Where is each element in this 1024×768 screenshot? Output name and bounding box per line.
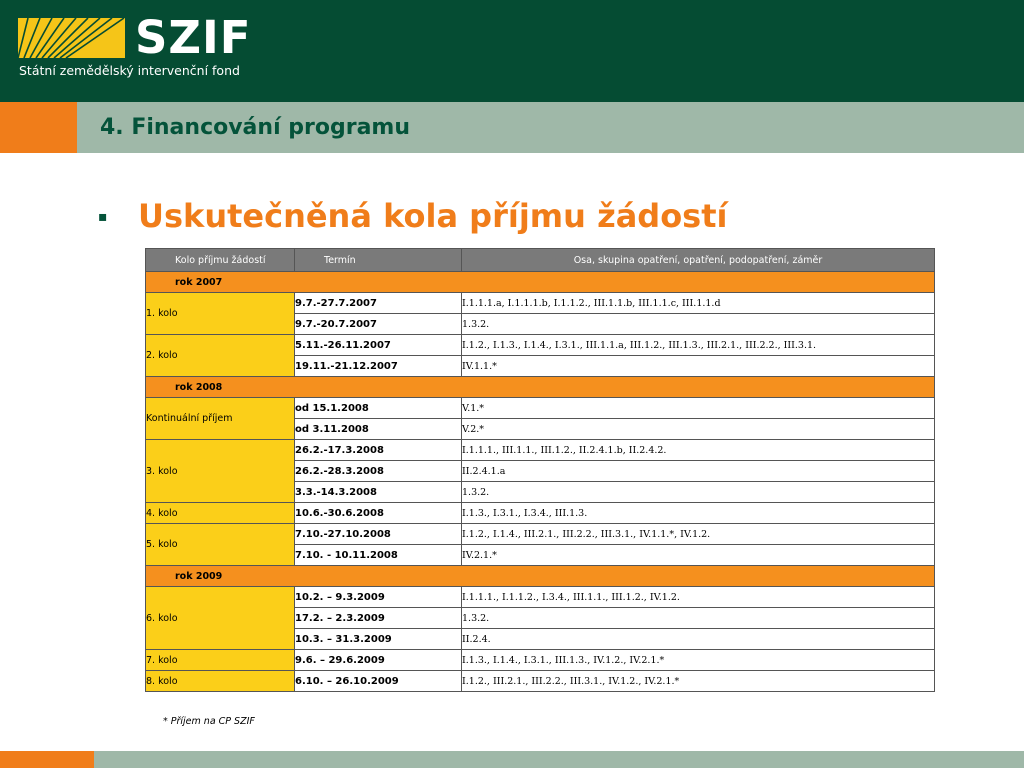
date-cell: 26.2.-28.3.2008 <box>295 461 462 482</box>
measures-cell: I.1.2., I.1.3., I.1.4., I.3.1., III.1.1.a, III.1.2., III.1.3., III.2.1., III.2.2., III.3.1. <box>462 335 935 356</box>
year-row <box>146 272 935 293</box>
date-cell: 5.11.-26.11.2007 <box>295 335 462 356</box>
date-cell: 19.11.-21.12.2007 <box>295 356 462 377</box>
table-row <box>146 335 935 356</box>
footer-accent <box>0 751 94 768</box>
date-cell: od 3.11.2008 <box>295 419 462 440</box>
date-cell: od 15.1.2008 <box>295 398 462 419</box>
date-cell: 7.10.-27.10.2008 <box>295 524 462 545</box>
measures-cell: 1.3.2. <box>462 608 935 629</box>
year-label: rok 2008 <box>146 377 935 398</box>
logo-subtitle: Státní zemědělský intervenční fond <box>19 63 240 78</box>
table-row <box>146 671 935 692</box>
table-row <box>146 503 935 524</box>
header-band <box>0 0 1024 102</box>
column-header-round: Kolo příjmu žádostí <box>146 249 295 272</box>
measures-cell: I.1.3., I.3.1., I.3.4., III.1.3. <box>462 503 935 524</box>
table-header-row <box>146 249 935 272</box>
round-cell: 4. kolo <box>146 503 295 524</box>
date-cell: 9.7.-20.7.2007 <box>295 314 462 335</box>
date-cell: 10.3. – 31.3.2009 <box>295 629 462 650</box>
table-row <box>146 440 935 461</box>
round-cell: Kontinuální příjem <box>146 398 295 440</box>
section-title: 4. Financování programu <box>100 115 411 140</box>
round-cell: 6. kolo <box>146 587 295 650</box>
measures-cell: II.2.4.1.a <box>462 461 935 482</box>
round-cell: 5. kolo <box>146 524 295 566</box>
bullet-marker: ▪ <box>98 209 108 225</box>
table-row <box>146 587 935 608</box>
measures-cell: I.1.2., I.1.4., III.2.1., III.2.2., III.3.1., IV.1.1.*, IV.1.2. <box>462 524 935 545</box>
measures-cell: I.1.1.1., I.1.1.2., I.3.4., III.1.1., III.1.2., IV.1.2. <box>462 587 935 608</box>
year-row <box>146 566 935 587</box>
round-cell: 8. kolo <box>146 671 295 692</box>
measures-cell: II.2.4. <box>462 629 935 650</box>
date-cell: 6.10. – 26.10.2009 <box>295 671 462 692</box>
measures-cell: V.2.* <box>462 419 935 440</box>
date-cell: 26.2.-17.3.2008 <box>295 440 462 461</box>
slide-heading: Uskutečněná kola příjmu žádostí <box>138 197 728 235</box>
measures-cell: I.1.1.1., III.1.1., III.1.2., II.2.4.1.b, II.2.4.2. <box>462 440 935 461</box>
measures-cell: IV.2.1.* <box>462 545 935 566</box>
date-cell: 3.3.-14.3.2008 <box>295 482 462 503</box>
table-row <box>146 524 935 545</box>
round-cell: 2. kolo <box>146 335 295 377</box>
measures-cell: I.1.1.1.a, I.1.1.1.b, I.1.1.2., III.1.1.b, III.1.1.c, III.1.1.d <box>462 293 935 314</box>
round-cell: 7. kolo <box>146 650 295 671</box>
date-cell: 10.6.-30.6.2008 <box>295 503 462 524</box>
round-cell: 1. kolo <box>146 293 295 335</box>
year-label: rok 2007 <box>146 272 935 293</box>
measures-cell: I.1.2., III.2.1., III.2.2., III.3.1., IV.1.2., IV.2.1.* <box>462 671 935 692</box>
rounds-table <box>145 248 935 692</box>
szif-logo-icon <box>18 18 125 58</box>
round-cell: 3. kolo <box>146 440 295 503</box>
date-cell: 10.2. – 9.3.2009 <box>295 587 462 608</box>
table-row <box>146 293 935 314</box>
table-row <box>146 398 935 419</box>
measures-cell: 1.3.2. <box>462 482 935 503</box>
footer-bar <box>0 751 1024 768</box>
table-row <box>146 650 935 671</box>
column-header-measures: Osa, skupina opatření, opatření, podopatření, záměr <box>462 249 935 272</box>
date-cell: 9.6. – 29.6.2009 <box>295 650 462 671</box>
footnote: * Příjem na CP SZIF <box>163 716 255 727</box>
date-cell: 17.2. – 2.3.2009 <box>295 608 462 629</box>
measures-cell: I.1.3., I.1.4., I.3.1., III.1.3., IV.1.2., IV.2.1.* <box>462 650 935 671</box>
measures-cell: 1.3.2. <box>462 314 935 335</box>
year-label: rok 2009 <box>146 566 935 587</box>
measures-cell: IV.1.1.* <box>462 356 935 377</box>
column-header-date: Termín <box>295 249 462 272</box>
year-row <box>146 377 935 398</box>
date-cell: 9.7.-27.7.2007 <box>295 293 462 314</box>
section-title-accent <box>0 102 77 153</box>
measures-cell: V.1.* <box>462 398 935 419</box>
date-cell: 7.10. - 10.11.2008 <box>295 545 462 566</box>
logo-wordmark: SZIF <box>135 11 252 64</box>
